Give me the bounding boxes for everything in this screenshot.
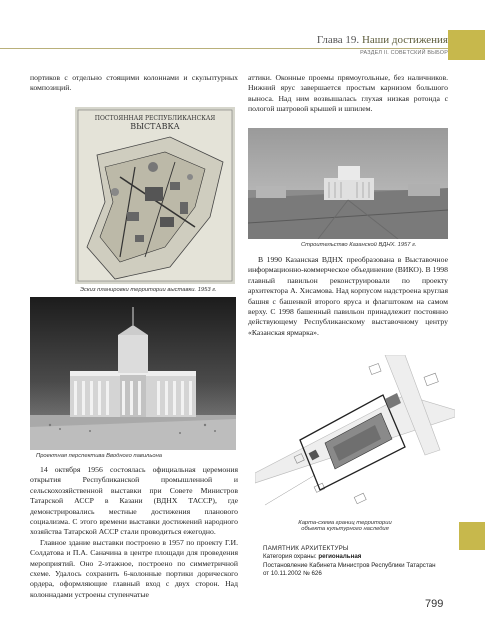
boundary-map bbox=[255, 355, 455, 520]
right-intro-text bbox=[248, 73, 448, 115]
right-body-text bbox=[248, 255, 448, 338]
left-paragraph-2: Главное здание выставки построено в 1957 по проекту Г.И. Солдатова и П.А. Саначина в центре площади для проведения мероприятий. Оно 2-этажное, построено по симметричной схеме. Удалось сохранить 6-колонные портики дорического ордера, оформляющие главный вход с двух сторон. Над колоннадами устроены ступенчатые bbox=[30, 537, 238, 599]
running-header bbox=[0, 30, 485, 56]
plan-title-line1: ПОСТОЯННАЯ РЕСПУБЛИКАНСКАЯ bbox=[94, 115, 216, 122]
map-caption bbox=[297, 520, 393, 532]
monument-info bbox=[263, 545, 453, 579]
decree-line-1: Постановление Кабинета Министров Республики Татарстан bbox=[263, 561, 436, 569]
left-body-text bbox=[30, 465, 238, 600]
left-intro-paragraph: портиков с отдельно стоящими колоннами и скульптурных композиций. bbox=[30, 73, 238, 93]
right-paragraph: В 1990 Казанская ВДНХ преобразована в Выставочное информационно-коммерческое объединение (ВИКО). В 1998 главный павильон реконструировали по проекту архитектора А. Хисамова. Над корпусом надстроена круглая башня с башенкой второго яруса и флагштоком на самом верху. С 1998 башенный павильон принадлежит постоянно действующему Республиканскому выставочному центру «Казанская ярмарка». bbox=[248, 255, 448, 337]
construction-photo bbox=[248, 128, 448, 239]
monument-category bbox=[263, 553, 453, 561]
edge-color-tab-lower bbox=[459, 522, 485, 550]
page-number: 799 bbox=[425, 598, 444, 610]
chapter-title: Наши достижения bbox=[361, 34, 448, 46]
map-caption-line1: Карта-схема границ территории bbox=[298, 520, 392, 526]
decree-line-2: от 10.11.2002 № 626 bbox=[263, 570, 322, 578]
category-label: Категория охраны: bbox=[263, 553, 317, 561]
left-intro-text bbox=[30, 73, 238, 94]
left-paragraph-1: 14 октября 1956 состоялась официальная церемония открытия Республиканской промышленной и сельскохозяйственной выставки при Совете Министров Татарской АССР в Казани (ВДНХ ТАССР), где демонстрировались местные достижения планового социализма. С этого времени выставки достижений народного хозяйства Татарской АССР стали проводиться ежегодно. bbox=[30, 465, 238, 537]
plan-caption: Эскиз планировки территории выставки. 1953 г. bbox=[80, 287, 217, 293]
edge-color-tab bbox=[448, 30, 485, 60]
header-rule bbox=[0, 48, 448, 49]
construction-caption: Строительство Казанской ВДНХ. 1957 г. bbox=[301, 242, 417, 248]
plan-title-line2: ВЫСТАВКА bbox=[130, 122, 180, 131]
section-label: РАЗДЕЛ II. СОВЕТСКИЙ ВЫБОР bbox=[360, 50, 448, 56]
pavilion-caption: Проектная перспектива Вводного павильона bbox=[36, 453, 163, 459]
exhibition-plan-sketch bbox=[75, 107, 235, 284]
pavilion-perspective-drawing bbox=[30, 297, 236, 450]
chapter-label bbox=[317, 34, 448, 46]
category-value: региональная bbox=[318, 553, 362, 561]
chapter-number: Глава 19. bbox=[316, 34, 360, 46]
monument-info-title: ПАМЯТНИК АРХИТЕКТУРЫ bbox=[263, 545, 349, 552]
right-intro-paragraph: аттики. Оконные проемы прямоугольные, без наличников. Нижний ярус завершается простым карнизом большого выноса. Над ним возвышалась глухая низкая ротонда с пологой шатровой крышей и шпилем. bbox=[248, 73, 448, 114]
map-caption-line2: объекта культурного наследия bbox=[301, 526, 389, 532]
